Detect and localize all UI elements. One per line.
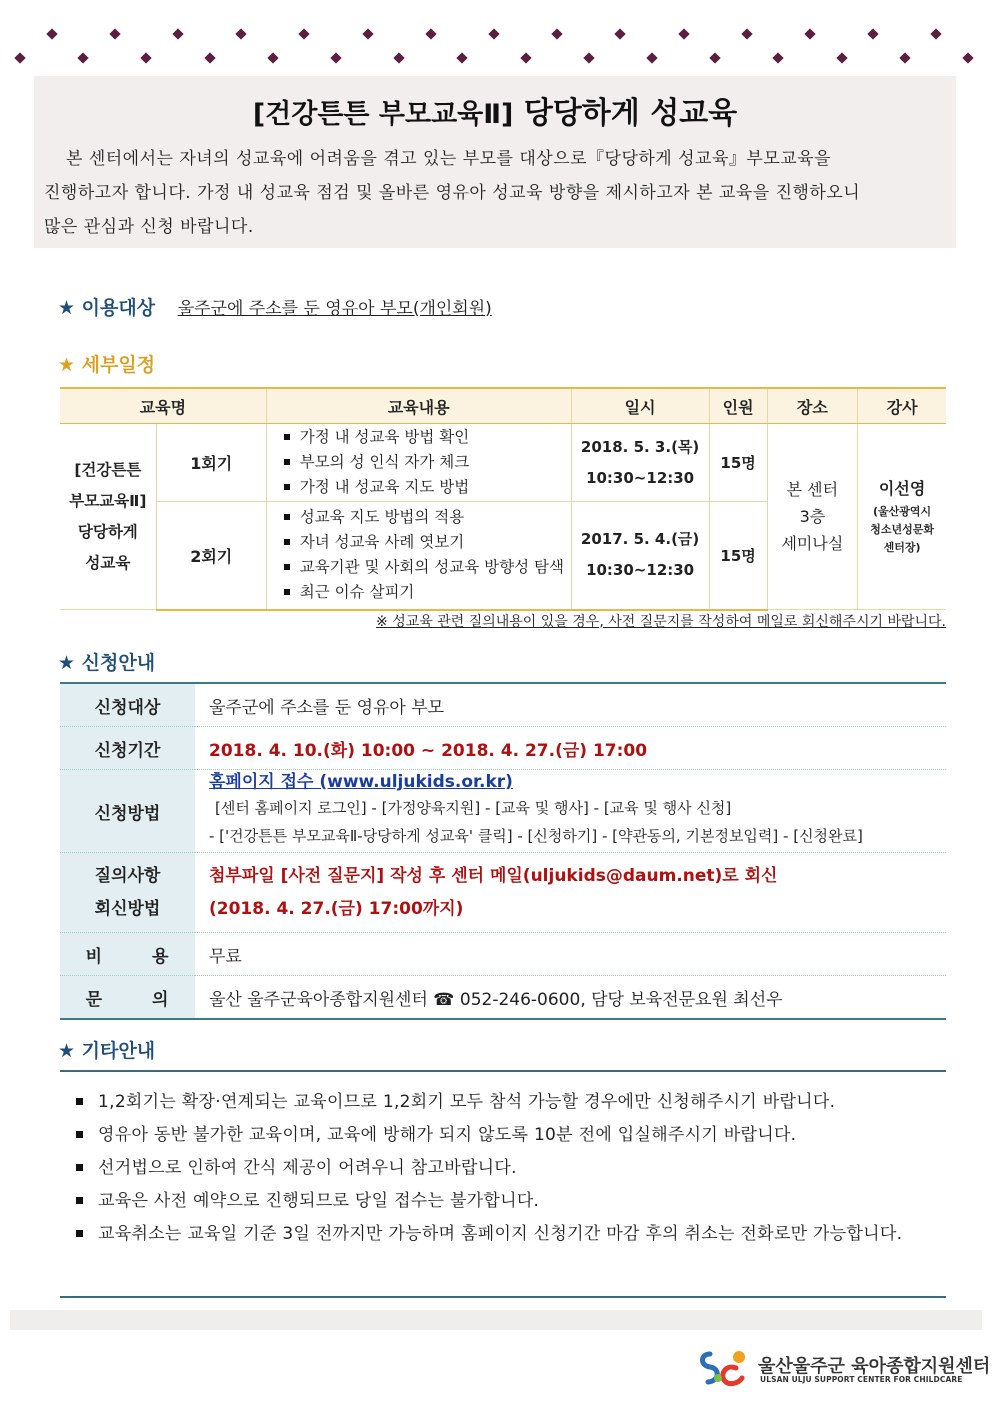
contact-value [195,976,946,1020]
diamond-ornament [741,28,752,39]
schedule-section-heading [58,350,155,377]
row-label: 신청기간 [60,727,195,770]
header-cell: 일시 [571,388,709,424]
diamond-ornament [14,52,25,63]
header-cell: 인원 [709,388,767,424]
row-label: 비 용 [60,933,195,976]
diamond-ornament [552,28,563,39]
count-cell: 15명 [709,502,767,610]
contact-phone: 052-246-0600, 담당 보육전문요원 최선우 [459,989,783,1010]
instructor-name: 이선영 [878,479,926,498]
divider [60,1296,946,1298]
row-value: 무료 [195,933,946,976]
diamond-ornament [267,52,278,63]
title-main: 당당하게 성교육 [523,96,738,131]
program-name-line: 성교육 [85,553,131,572]
list-item: 1,2회기는 확장·연계되는 교육이므로 1,2회기 모두 참석 가능할 경우에만 신청해주시기 바랍니다. [72,1086,936,1119]
session-date: 2017. 5. 4.(금) [580,530,700,549]
diamond-ornament [804,28,815,39]
session-time: 10:30~12:30 [586,561,695,580]
star-icon: ★ [58,652,76,674]
diamond-ornament [109,28,120,39]
diamond-ornament [615,28,626,39]
diamond-ornament [78,52,89,63]
application-heading: 신청안내 [81,652,156,674]
contents-cell [266,424,571,502]
center-logo [696,1348,991,1388]
datetime-cell [571,424,709,502]
method-step: [센터 홈페이지 로그인] - [가정양육지원] - [교육 및 행사] - [교육 및 행사 신청] [215,799,732,817]
datetime-cell [571,502,709,610]
session-date: 2018. 5. 3.(목) [580,437,700,456]
diamond-ornament [899,52,910,63]
diamond-ornament [425,28,436,39]
diamond-ornament [678,28,689,39]
inquiry-line: (2018. 4. 27.(금) 17:00까지) [209,898,464,919]
list-item: 자녀 성교육 사례 엿보기 [284,530,570,555]
target-heading: 이용대상 [81,297,156,319]
inquiry-line: 첨부파일 [사전 질문지] 작성 후 센터 메일(uljukids@daum.net)로 회신 [209,865,778,886]
row-label: 신청방법 [60,770,195,853]
schedule-header-row [60,388,946,424]
other-notes-list [72,1086,936,1251]
diamond-ornament [646,52,657,63]
table-row [60,683,946,727]
list-item: 교육은 사전 예약으로 진행되므로 당일 접수는 불가합니다. [72,1185,936,1218]
inquiry-label-line: 질의사항 [94,865,161,886]
instructor-org [859,503,945,557]
diamond-ornament [457,52,468,63]
place-cell [767,424,858,610]
header-cell: 교육내용 [266,388,571,424]
round-cell: 1회기 [156,424,266,502]
inquiry-value [195,853,946,933]
other-heading: 기타안내 [81,1040,156,1062]
diamond-ornament [236,28,247,39]
diamond-ornament [172,28,183,39]
homepage-link[interactable]: 홈페이지 접수 (www.uljukids.or.kr) [209,772,513,792]
place-line: 세미나실 [781,534,844,553]
list-item: 성교육 지도 방법의 적용 [284,505,570,530]
logo-name: 울산울주군 육아종합지원센터 [758,1356,991,1377]
contents-list [268,505,570,605]
period-value: 2018. 4. 10.(화) 10:00 ~ 2018. 4. 27.(금) 17:00 [195,727,946,770]
instructor-cell [858,424,946,610]
contents-cell [266,502,571,610]
diamond-ornament [141,52,152,63]
schedule-heading: 세부일정 [81,354,156,376]
program-name-line: [건강튼튼 [74,460,142,479]
diamond-ornament [868,28,879,39]
diamond-ornament [394,52,405,63]
header-cell: 장소 [767,388,858,424]
list-item: 선거법으로 인하여 간식 제공이 어려우니 참고바랍니다. [72,1152,936,1185]
row-label: 문 의 [60,976,195,1020]
application-section-heading [58,648,155,675]
diamond-ornament [299,28,310,39]
star-icon: ★ [58,354,76,376]
target-text: 울주군에 주소를 둔 영유아 부모(개인회원) [177,299,492,319]
header-cell: 교육명 [60,388,266,424]
diamond-ornament [488,28,499,39]
table-row [60,976,946,1020]
diamond-ornament [931,28,942,39]
list-item: 교육기관 및 사회의 성교육 방향성 탐색 [284,555,570,580]
list-item: 가정 내 성교육 방법 확인 [284,425,570,450]
diamond-ornament [46,28,57,39]
list-item: 가정 내 성교육 지도 방법 [284,475,570,500]
row-label: 신청대상 [60,683,195,727]
session-time: 10:30~12:30 [586,468,695,487]
intro-line: 많은 관심과 신청 바랍니다. [44,217,254,237]
program-name-line: 부모교육Ⅱ] [69,491,147,510]
inquiry-label-line: 회신방법 [94,898,161,919]
diamond-ornament [362,28,373,39]
instructor-org-line: 센터장) [883,541,921,554]
intro-line: 본 센터에서는 자녀의 성교육에 어려움을 겪고 있는 부모를 대상으로『당당하게 성교육』부모교육을 [66,149,832,169]
diamond-ornament [962,52,973,63]
list-item: 교육취소는 교육일 기준 3일 전까지만 가능하며 홈페이지 신청기간 마감 후의 취소는 전화로만 가능합니다. [72,1218,936,1251]
instructor-org-line: (울산광역시 [873,505,932,518]
contents-list [268,425,570,500]
diamond-ornament [520,52,531,63]
divider [60,1070,946,1072]
table-row [60,933,946,976]
diamond-ornament [583,52,594,63]
star-icon: ★ [58,297,76,319]
place-line: 본 센터 [786,480,839,499]
instructor-org-line: 청소년성문화 [870,523,934,536]
place-line: 3층 [799,507,826,526]
method-step: - ['건강튼튼 부모교육Ⅱ-당당하게 성교육' 클릭] - [신청하기] - [약관동의, 기본정보입력] - [신청완료] [209,827,863,845]
list-item: 영유아 동반 불가한 교육이며, 교육에 방해가 되지 않도록 10분 전에 입실해주시기 바랍니다. [72,1119,936,1152]
other-section-heading [58,1036,155,1063]
table-row [60,727,946,770]
diamond-ornament [710,52,721,63]
schedule-table [60,387,946,611]
table-row [60,770,946,853]
logo-subtitle: ULSAN ULJU SUPPORT CENTER FOR CHILDCARE [760,1375,963,1384]
center-logo-icon [696,1348,754,1388]
row-label [60,853,195,933]
method-value [195,770,946,853]
diamond-ornament [773,52,784,63]
phone-icon: ☎ [433,989,455,1010]
diamond-ornament [836,52,847,63]
table-row [60,853,946,933]
count-cell: 15명 [709,424,767,502]
list-item: 부모의 성 인식 자가 체크 [284,450,570,475]
application-table [60,682,946,1020]
round-cell: 2회기 [156,502,266,610]
diamond-ornament [204,52,215,63]
list-item: 최근 이슈 살피기 [284,580,570,605]
page-title [34,88,956,132]
method-link-line [209,770,945,794]
diamond-ornament [330,52,341,63]
row-value: 울주군에 주소를 둔 영유아 부모 [195,683,946,727]
program-name-cell [60,424,156,610]
header-cell: 강사 [858,388,946,424]
program-name-line: 당당하게 [77,522,138,541]
target-section [58,293,492,320]
title-prefix: [건강튼튼 부모교육Ⅱ] [252,99,514,130]
contact-org: 울산 울주군육아종합지원센터 [209,989,428,1010]
star-icon: ★ [58,1040,76,1062]
footer-band [10,1310,982,1330]
intro-line: 진행하고자 합니다. 가정 내 성교육 점검 및 올바른 영유아 성교육 방향을 제시하고자 본 교육을 진행하오니 [44,183,861,203]
schedule-note: ※ 성교육 관련 질의내용이 있을 경우, 사전 질문지를 작성하여 메일로 회신해주시기 바랍니다. [376,614,946,630]
table-row [60,424,946,502]
intro-paragraph [44,142,946,244]
